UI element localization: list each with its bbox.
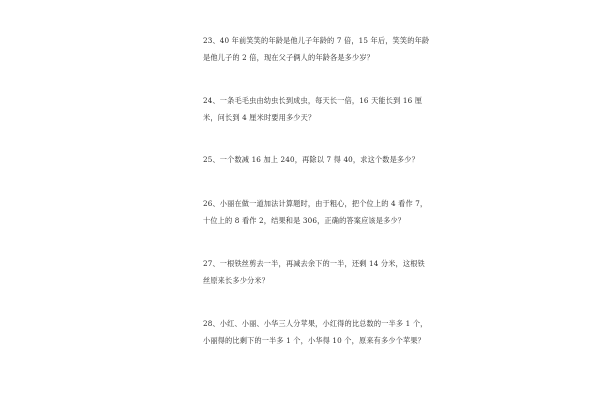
problem-26-line-2: 十位上的 8 看作 2，结果和是 306，正确的答案应该是多少？ <box>203 216 406 225</box>
problem-25 <box>203 155 419 164</box>
problem-26-line-1: 26、小丽在做一道加法计算题时，由于粗心，把个位上的 4 看作 7， <box>203 199 428 208</box>
problem-27-line-2: 丝原来长多少分米？ <box>203 276 270 285</box>
problem-23-line-1: 23、40 年前笑笑的年龄是他儿子年龄的 7 倍，15 年后，笑笑的年龄 <box>203 36 430 45</box>
problem-23 <box>203 36 430 62</box>
problem-28-line-1: 28、小红、小丽、小华三人分苹果，小红得的比总数的一半多 1 个， <box>203 319 428 328</box>
problem-25-line-1: 25、一个数减 16 加上 240，再除以 7 得 40，求这个数是多少？ <box>203 155 419 164</box>
problem-24-line-1: 24、一条毛毛虫由幼虫长到成虫，每天长一倍，16 天能长到 16 厘 <box>203 96 423 105</box>
problem-24 <box>203 96 423 122</box>
problem-24-line-2: 米，问长到 4 厘米时要用多少天？ <box>203 113 316 122</box>
problem-27-line-1: 27、一根铁丝剪去一半，再减去余下的一半，还剩 14 分米，这根铁 <box>203 259 425 268</box>
problem-26 <box>203 199 428 225</box>
problem-27 <box>203 259 425 285</box>
problem-28 <box>203 319 428 345</box>
problem-28-line-2: 小丽得的比剩下的一半多 1 个，小华得 10 个，原来有多少个苹果？ <box>203 336 426 345</box>
problem-23-line-2: 是他儿子的 2 倍，现在父子俩人的年龄各是多少岁？ <box>203 53 375 62</box>
